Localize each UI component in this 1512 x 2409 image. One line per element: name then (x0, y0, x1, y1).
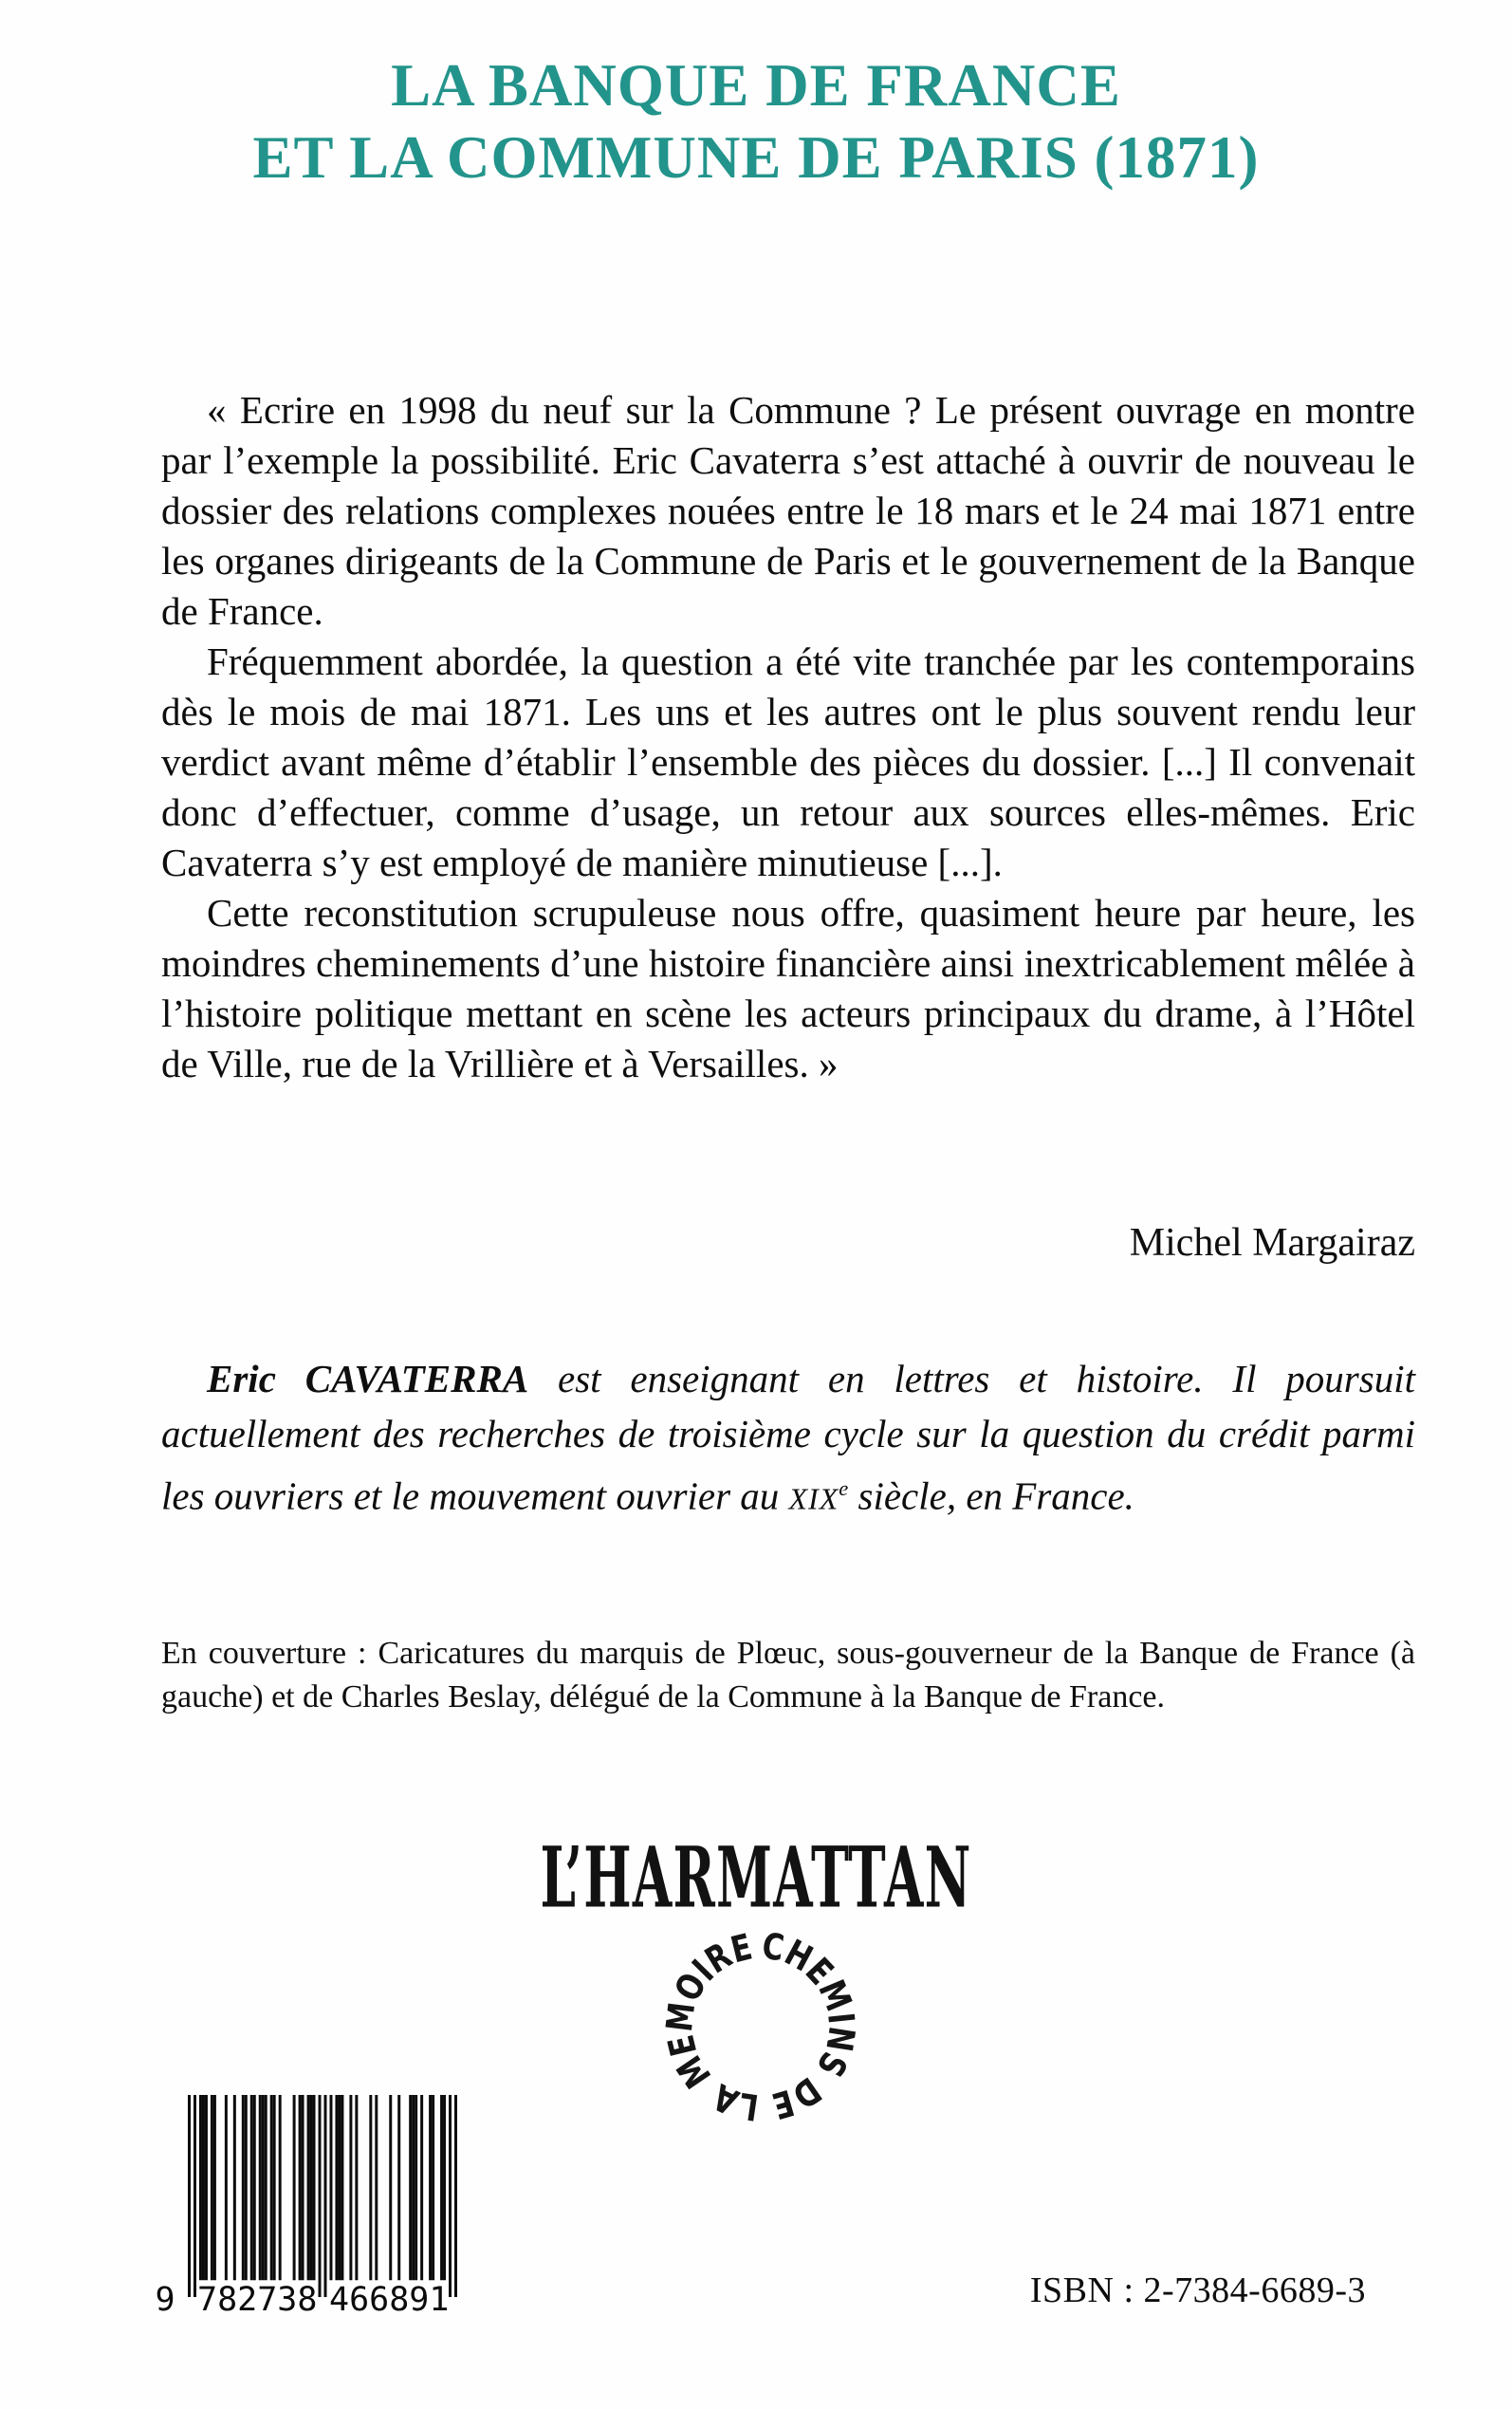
barcode-group2: 466891 (329, 2281, 450, 2319)
svg-text:CHEMINS DE LA MEMOIRE (658, 1925, 863, 2129)
isbn-text: ISBN : 2-7384-6689-3 (1029, 2270, 1366, 2310)
quote-paragraph-3: Cette reconstitution scrupuleuse nous offre, quasiment heure par heure, les moindres cheminements d’une histoire financière ainsi inextricablement mêlée à l’histoire politique mettant en scène les acteurs principaux du drame, à l’Hôtel de Ville, rue de la Vrillière et à Versailles. » (161, 891, 1415, 1085)
book-title-line2: ET LA COMMUNE DE PARIS (1871) (252, 124, 1260, 191)
century-numeral: XIX (788, 1482, 839, 1516)
quote-attribution: Michel Margairaz (1129, 1221, 1415, 1265)
author-bio (161, 1351, 1415, 1528)
collection-circle-logo (653, 1918, 869, 2135)
book-title-line1: LA BANQUE DE FRANCE (391, 52, 1121, 119)
barcode-lead-digit: 9 (155, 2281, 175, 2319)
quote-paragraph-1: « Ecrire en 1998 du neuf sur la Commune ? Le présent ouvrage en montre par l’exemple la possibilité. Eric Cavaterra s’est attaché à ouvrir de nouveau le dossier des relations complexes nouées entre le 18 mars et le 24 mai 1871 entre les organes dirigeants de la Commune de Paris et le gouvernement de la Banque de France. (161, 388, 1415, 633)
review-quote (161, 385, 1415, 1089)
quote-paragraph-2: Fréquemment abordée, la question a été vite tranchée par les contemporains dès le mois de mai 1871. Les uns et les autres ont le plus souvent rendu leur verdict avant même d’établir l’ensemble des pièces du dossier. [...] Il convenait donc d’effectuer, comme d’usage, un retour aux sources elles-mêmes. Eric Cavaterra s’y est employé de manière minutieuse [...]. (161, 639, 1415, 884)
collection-circle-text: CHEMINS DE LA MEMOIRE (657, 1924, 863, 2129)
author-name: Eric CAVATERRA (207, 1357, 529, 1400)
barcode-group1: 782738 (197, 2281, 318, 2319)
author-bio-text-end: siècle, en France. (848, 1473, 1134, 1518)
cover-caption: En couverture : Caricatures du marquis de Plœuc, sous-gouverneur de la Banque de France (à gauche) et de Charles Beslay, délégué de la Commune à la Banque de France. (161, 1636, 1415, 1714)
publisher-wordmark: L’HARMATTAN (540, 1828, 972, 1927)
barcode (155, 2095, 457, 2327)
author-bio-text: est enseignant en lettres et histoire. Il poursuit actuellement des recherches de troisième cycle sur la question du crédit parmi les ouvriers et le mouvement ouvrier au (161, 1357, 1415, 1518)
barcode-bars (188, 2095, 457, 2297)
publisher-logo (130, 1828, 1382, 1927)
book-title (130, 49, 1382, 194)
century-superscript: e (839, 1476, 849, 1500)
